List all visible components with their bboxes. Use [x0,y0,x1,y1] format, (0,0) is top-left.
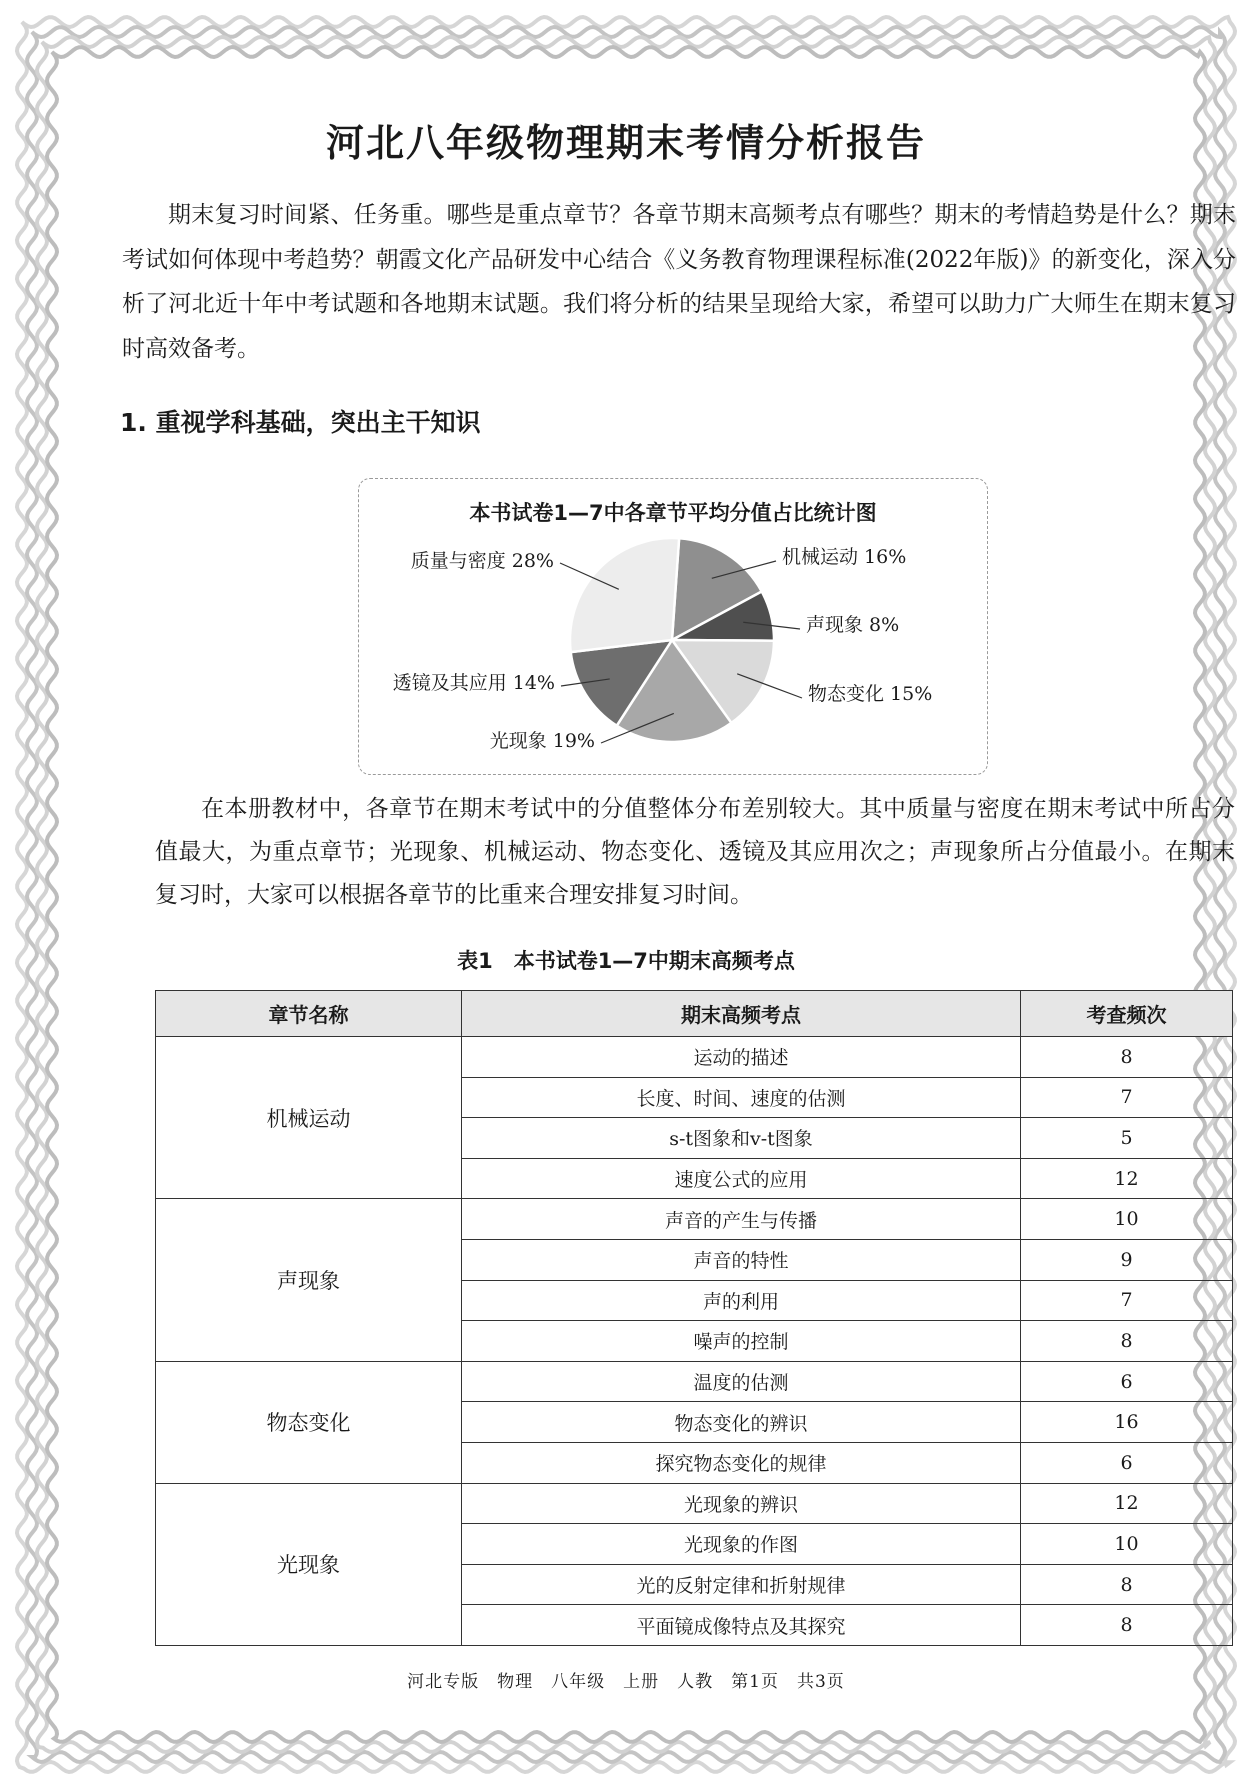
chapter-cell: 物态变化 [156,1361,462,1483]
frequency-cell: 12 [1021,1483,1233,1524]
exam-point-cell: 光现象的作图 [462,1524,1021,1565]
analysis-paragraph: 在本册教材中，各章节在期末考试中的分值整体分布差别较大。其中质量与密度在期末考试中所占分值最大，为重点章节；光现象、机械运动、物态变化、透镜及其应用次之；声现象所占分值最小。在期末复习时，大家可以根据各章节的比重来合理安排复习时间。 [155,796,1235,908]
exam-point-cell: 噪声的控制 [462,1321,1021,1362]
exam-point-cell: 物态变化的辨识 [462,1402,1021,1443]
pie-label-4: 透镜及其应用 14% [392,672,555,694]
table-caption: 表1 本书试卷1—7中期末高频考点 [457,949,795,973]
page-footer: 河北专版 物理 八年级 上册 人教 第1页 共3页 [407,1672,845,1692]
frequency-cell: 5 [1021,1118,1233,1159]
frequency-cell: 16 [1021,1402,1233,1443]
exam-point-cell: 声音的产生与传播 [462,1199,1021,1240]
table-row [156,1037,1233,1078]
frequency-table [155,990,1233,1646]
pie-label-5: 质量与密度 28% [410,550,554,572]
frequency-cell: 8 [1021,1605,1233,1646]
table-row [156,1361,1233,1402]
exam-point-cell: 光的反射定律和折射规律 [462,1564,1021,1605]
frequency-cell: 7 [1021,1280,1233,1321]
frequency-cell: 8 [1021,1037,1233,1078]
exam-point-cell: 运动的描述 [462,1037,1021,1078]
frequency-cell: 6 [1021,1442,1233,1483]
frequency-cell: 12 [1021,1158,1233,1199]
pie-label-2: 物态变化 15% [808,683,933,705]
frequency-cell: 6 [1021,1361,1233,1402]
page-title: 河北八年级物理期末考情分析报告 [325,121,926,165]
exam-point-cell: s-t图象和v-t图象 [462,1118,1021,1159]
chapter-cell: 声现象 [156,1199,462,1361]
header-point: 期末高频考点 [462,991,1021,1037]
intro-paragraph: 期末复习时间紧、任务重。哪些是重点章节？各章节期末高频考点有哪些？期末的考情趋势是什么？期末考试如何体现中考趋势？朝霞文化产品研发中心结合《义务教育物理课程标准(2022年版)》的新变化，深入分析了河北近十年中考试题和各地期末试题。我们将分析的结果呈现给大家，希望可以助力广大师生在期末复习时高效备考。 [122,202,1236,362]
frequency-cell: 8 [1021,1321,1233,1362]
table-row [156,1483,1233,1524]
pie-slice-5 [570,538,679,652]
pie-label-1: 声现象 8% [806,614,900,636]
frequency-cell: 9 [1021,1239,1233,1280]
chapter-cell: 光现象 [156,1483,462,1645]
pie-label-3: 光现象 19% [489,730,595,752]
exam-point-cell: 温度的估测 [462,1361,1021,1402]
exam-point-cell: 平面镜成像特点及其探究 [462,1605,1021,1646]
frequency-cell: 8 [1021,1564,1233,1605]
frequency-cell: 10 [1021,1199,1233,1240]
table-row [156,1199,1233,1240]
exam-point-cell: 声音的特性 [462,1239,1021,1280]
chart-title: 本书试卷1—7中各章节平均分值占比统计图 [469,501,877,525]
exam-point-cell: 速度公式的应用 [462,1158,1021,1199]
frequency-cell: 7 [1021,1077,1233,1118]
exam-point-cell: 探究物态变化的规律 [462,1442,1021,1483]
header-chapter: 章节名称 [156,991,462,1037]
exam-point-cell: 光现象的辨识 [462,1483,1021,1524]
header-frequency: 考查频次 [1021,991,1233,1037]
exam-point-cell: 声的利用 [462,1280,1021,1321]
exam-point-cell: 长度、时间、速度的估测 [462,1077,1021,1118]
table-header-row [156,991,1233,1037]
section-heading: 1. 重视学科基础，突出主干知识 [120,408,481,437]
chapter-cell: 机械运动 [156,1037,462,1199]
frequency-cell: 10 [1021,1524,1233,1565]
pie-label-0: 机械运动 16% [782,546,907,568]
